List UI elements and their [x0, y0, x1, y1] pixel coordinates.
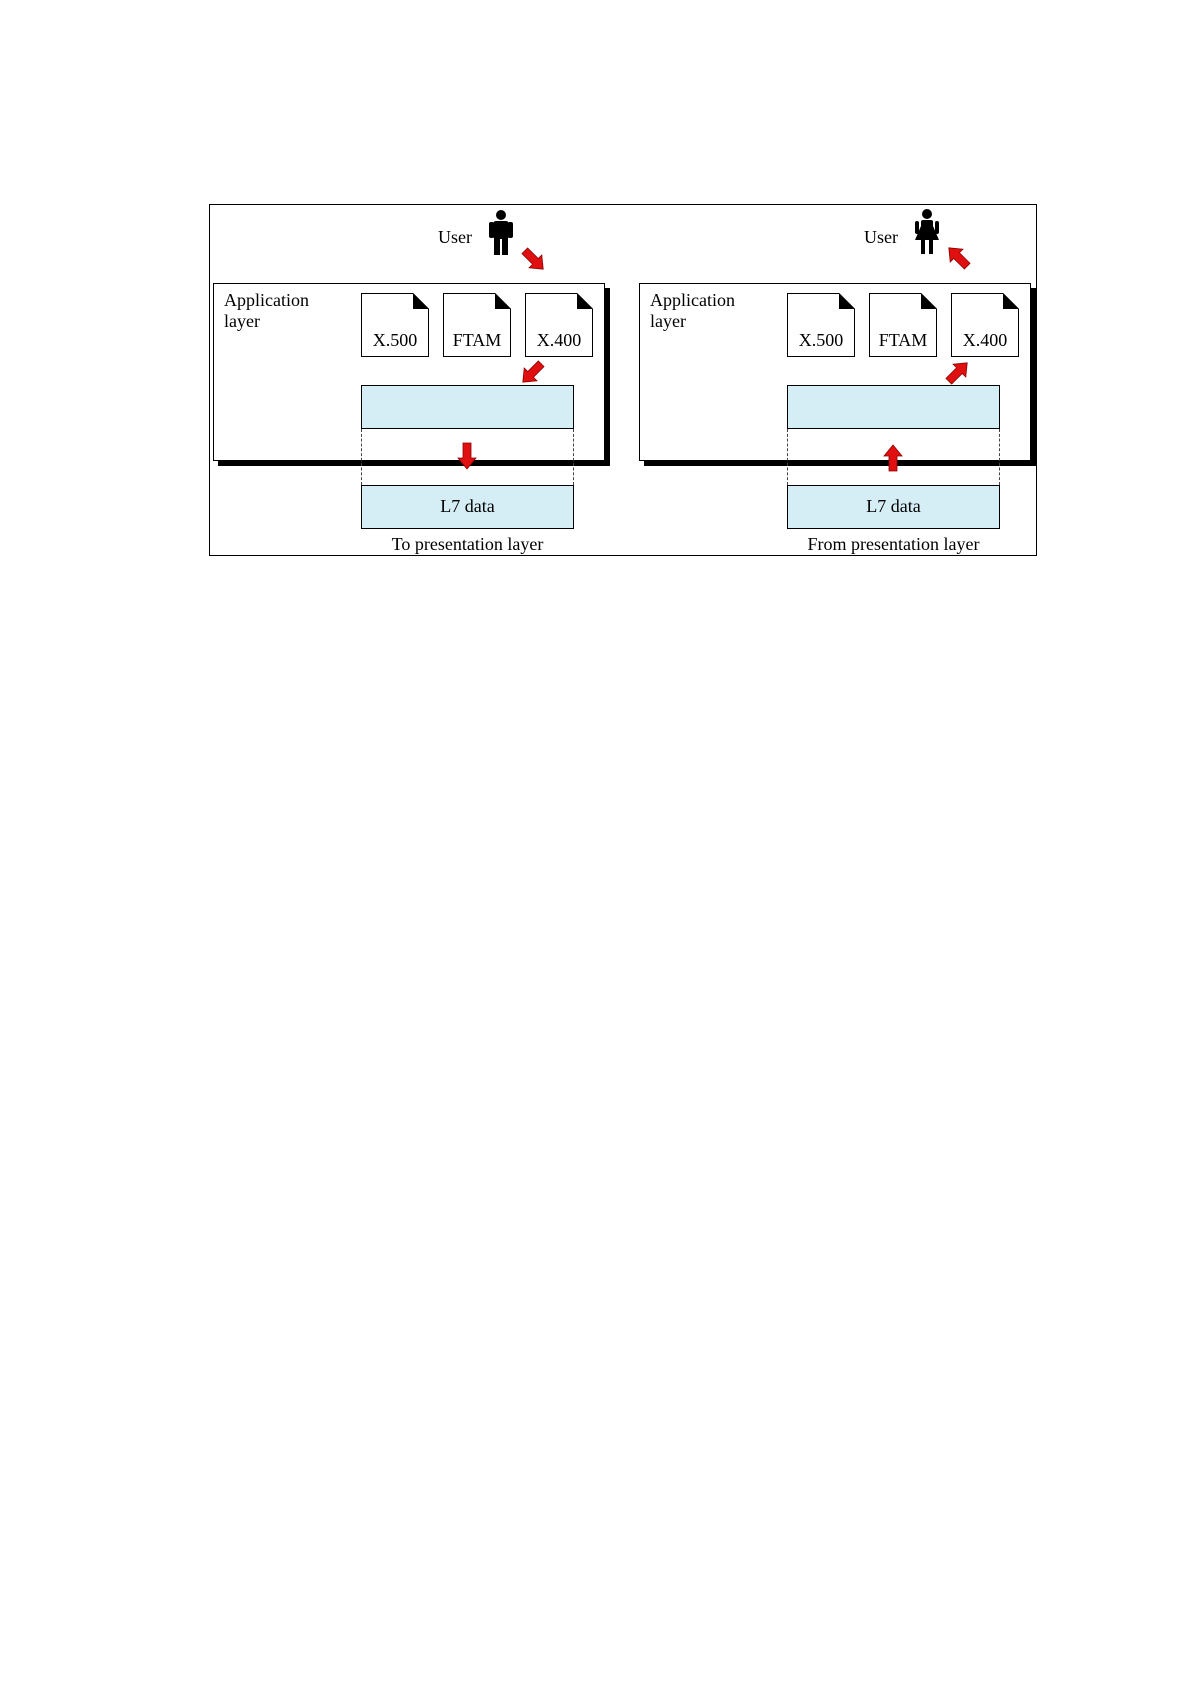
processing-bar — [787, 385, 1000, 429]
service-label: FTAM — [452, 330, 502, 350]
service-label: X.400 — [536, 330, 582, 350]
dashed-guide — [361, 429, 362, 485]
right-panel — [636, 205, 1050, 557]
layer-label-line2: layer — [224, 311, 260, 331]
arrow-user-to-x400 — [518, 244, 549, 275]
service-doc-ftam — [443, 293, 511, 357]
dashed-guide — [999, 429, 1000, 485]
arrow-x400-to-user — [942, 241, 973, 272]
service-doc-x500 — [361, 293, 429, 357]
woman-icon — [636, 205, 1050, 285]
service-label: X.500 — [798, 330, 844, 350]
service-doc-ftam — [869, 293, 937, 357]
application-layer-figure — [209, 204, 1037, 556]
l7-data-bar — [361, 485, 574, 529]
layer-label-line2: layer — [650, 311, 686, 331]
l7-data-bar — [787, 485, 1000, 529]
service-label: FTAM — [878, 330, 928, 350]
dashed-guide — [573, 429, 574, 485]
user-label: User — [864, 227, 898, 247]
service-label: X.400 — [962, 330, 1008, 350]
man-icon — [210, 205, 624, 285]
application-layer-label — [650, 290, 760, 332]
service-doc-x400 — [525, 293, 593, 357]
application-layer-label — [224, 290, 334, 332]
l7-data-label: L7 data — [866, 496, 921, 516]
panel-caption: From presentation layer — [807, 534, 980, 554]
processing-bar — [361, 385, 574, 429]
user-label: User — [438, 227, 472, 247]
panel-caption: To presentation layer — [391, 534, 544, 554]
layer-label-line1: Application — [224, 290, 309, 310]
dashed-guide — [787, 429, 788, 485]
service-doc-x400 — [951, 293, 1019, 357]
service-doc-x500 — [787, 293, 855, 357]
l7-data-label: L7 data — [440, 496, 495, 516]
service-label: X.500 — [372, 330, 418, 350]
layer-label-line1: Application — [650, 290, 735, 310]
left-panel — [210, 205, 624, 557]
